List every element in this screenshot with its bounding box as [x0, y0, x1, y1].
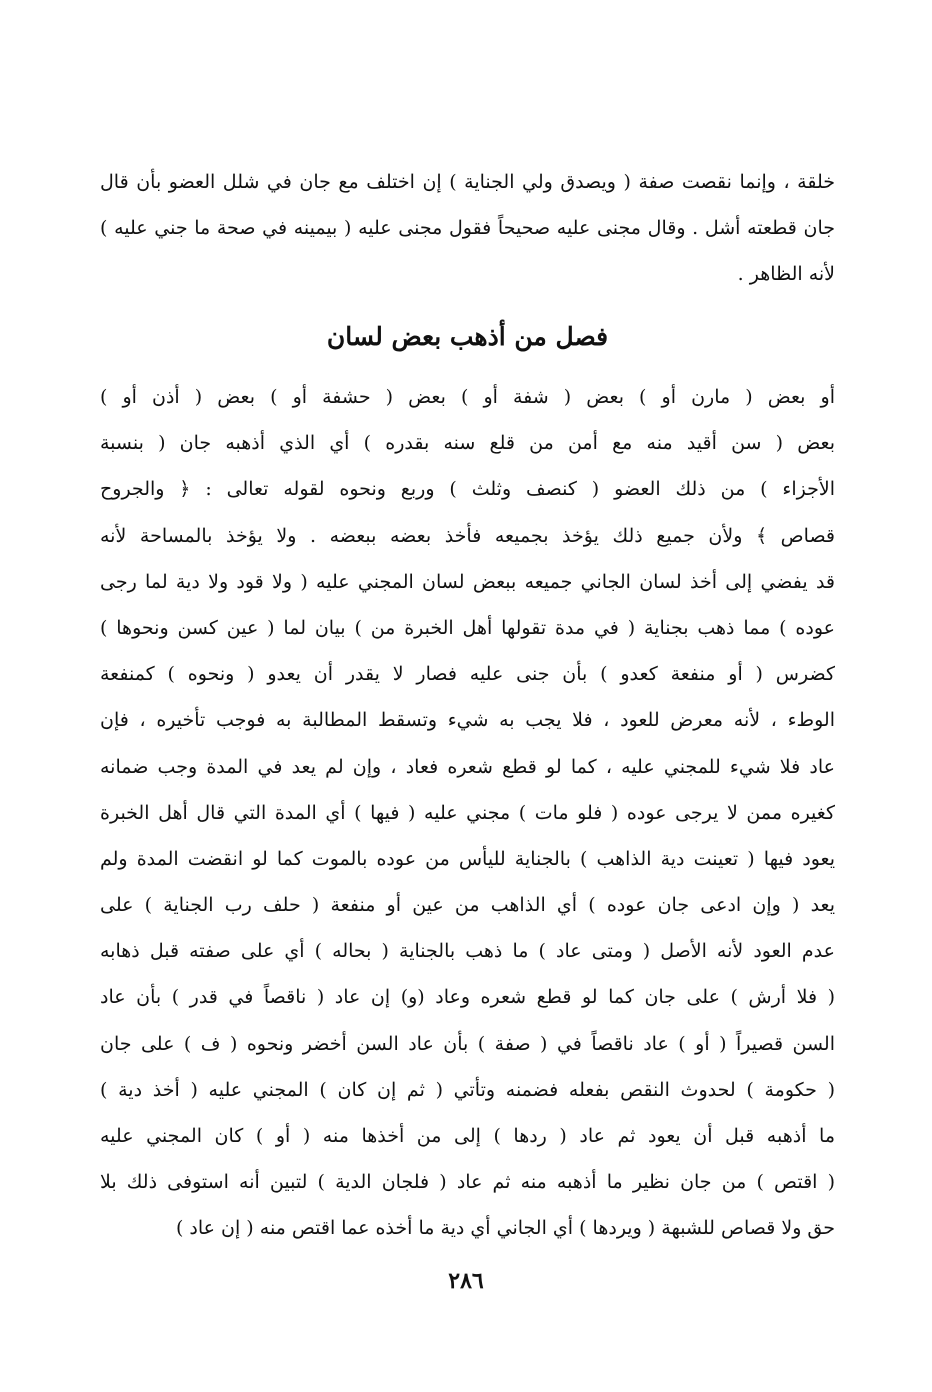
text-line: ( فلا أرش ) على جان كما لو قطع شعره وعاد (و) إن عاد ( ناقصاً في قدر ) بأن عاد: [100, 986, 835, 1009]
text-line: حق ولا قصاص للشبهة ( ويردها ) أي الجاني أي دية ما أخذه عما اقتص منه ( إن عاد ): [175, 1217, 835, 1240]
text-line: قد يفضي إلى أخذ لسان الجاني جميعه ببعض لسان المجني عليه ( ولا قود ولا دية لما رجى: [100, 570, 835, 593]
text-line: الأجزاء ) من ذلك العضو ( كنصف وثلث ) وربع ونحوه لقوله تعالى : ﴿ والجروح: [100, 478, 835, 501]
text-line: يعود فيها ( تعينت دية الذاهب ) بالجناية لليأس من عوده بالموت كما لو انقضت المدة ولم: [100, 847, 835, 870]
text-line: ( حكومة ) لحدوث النقص بفعله فضمنه وتأتي ( ثم إن كان ) المجني عليه ( أخذ دية ): [100, 1078, 835, 1101]
body-paragraph: [100, 374, 835, 1252]
text-line: ما أذهبه قبل أن يعود ثم عاد ( ردها ) إلى من أخذها منه ( أو ) كان المجني عليه: [100, 1125, 835, 1147]
text-line: قصاص ﴾ ولأن جميع ذلك يؤخذ بجميعه فأخذ بعضه ببعضه . ولا يؤخذ بالمساحة لأنه: [100, 524, 835, 547]
text-line: بعض ( سن أقيد منه مع أمن من قلع سنه بقدره ) أي الذي أذهبه جان ( بنسبة: [100, 432, 835, 455]
text-line: الوطء ، لأنه معرض للعود ، فلا يجب به شيء وتسقط المطالبة به فوجب تأخيره ، فإن: [100, 709, 835, 732]
text-line: عدم العود لأنه الأصل ( ومتى عاد ) ما ذهب بالجناية ( بحاله ) أي على صفته قبل ذهابه: [100, 940, 835, 963]
text-line: السن قصيراً ( أو ) عاد ناقصاً في ( صفة ) بأن عاد السن أخضر ونحوه ( ف ) على جان: [100, 1032, 835, 1055]
section-heading: فصل من أذهب بعض لسان: [326, 322, 609, 351]
text-line: ( اقتص ) من جان نظير ما أذهبه منه ثم عاد ( فلجان الدية ) لتبين أنه استوفى ذلك بلا: [100, 1171, 835, 1194]
text-line: يعد ( وإن ادعى جان عوده ) أي الذاهب من عين أو منفعة ( حلف رب الجناية ) على: [100, 894, 835, 917]
text-line: كغيره ممن لا يرجى عوده ( فلو مات ) مجني عليه ( فيها ) أي المدة التي قال أهل الخبرة: [100, 801, 835, 824]
page-number: ٢٨٦: [448, 1268, 484, 1294]
text-line: عوده ) مما ذهب بجناية ( في مدة تقولها أهل الخبرة من ) بيان لما ( عين كسن ونحوها ): [100, 616, 835, 639]
intro-paragraph: خلقة ، وإنما نقصت صفة ( ويصدق ولي الجناية ) إن اختلف مع جان في شلل العضو بأن قال جان قطعته أشل . وقال مجنى عليه صحيحاً فقول مجنى عليه ( بيمينه في صحة ما جني عليه ) لأنه الظاهر .: [100, 171, 835, 285]
text-line: عاد فلا شيء للمجني عليه ، كما لو قطع شعره فعاد ، وإن لم يعد في المدة وجب ضمانه: [100, 755, 835, 778]
text-line: أو بعض ( مارن أو ) بعض ( شفة أو ) بعض ( حشفة أو ) بعض ( أذن أو ): [100, 386, 835, 408]
text-line: كضرس ( أو منفعة كعدو ) بأن جنى عليه فصار لا يقدر أن يعدو ( ونحوه ) كمنفعة: [100, 663, 835, 686]
